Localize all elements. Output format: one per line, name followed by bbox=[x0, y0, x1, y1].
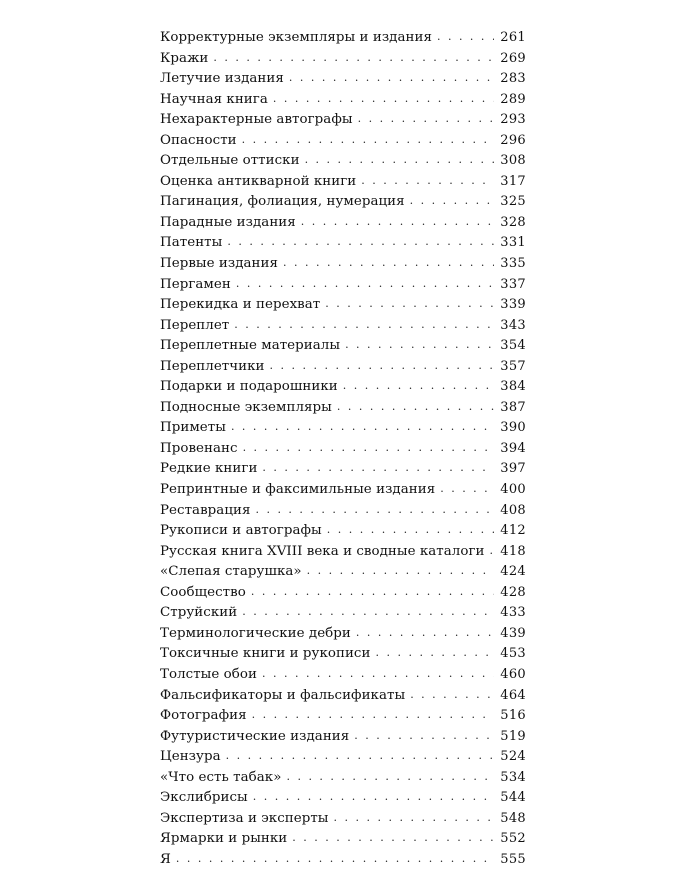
toc-entry-title: Летучие издания bbox=[160, 71, 284, 87]
toc-entry[interactable] bbox=[160, 644, 526, 665]
dot-leader bbox=[270, 356, 495, 377]
toc-entry[interactable] bbox=[160, 192, 526, 213]
dot-leader bbox=[327, 520, 495, 541]
toc-entry-title: Первые издания bbox=[160, 256, 279, 272]
toc-entry-title: Переплет bbox=[160, 317, 230, 333]
dot-leader bbox=[262, 664, 494, 685]
toc-entry[interactable] bbox=[160, 336, 526, 357]
dot-leader bbox=[354, 726, 494, 747]
toc-entry-title: Подносные экземпляры bbox=[160, 399, 332, 415]
toc-entry-title: Русская книга XVIII века и сводные каталоги bbox=[160, 543, 485, 559]
toc-entry[interactable] bbox=[160, 295, 526, 316]
toc-entry-page: 400 bbox=[500, 482, 526, 498]
toc-entry[interactable] bbox=[160, 809, 526, 830]
dot-leader bbox=[358, 109, 495, 130]
dot-leader bbox=[325, 294, 494, 315]
toc-entry-page: 424 bbox=[500, 564, 526, 580]
dot-leader bbox=[213, 48, 494, 69]
dot-leader bbox=[286, 767, 494, 788]
toc-entry-title: Струйский bbox=[160, 605, 238, 621]
toc-entry-title: Переплетчики bbox=[160, 358, 265, 374]
toc-entry-page: 357 bbox=[500, 358, 526, 374]
toc-entry-page: 335 bbox=[500, 256, 526, 272]
toc-entry-page: 293 bbox=[500, 112, 526, 128]
toc-entry-page: 412 bbox=[500, 523, 526, 539]
toc-entry[interactable] bbox=[160, 562, 526, 583]
toc-entry[interactable] bbox=[160, 603, 526, 624]
dot-leader bbox=[305, 150, 495, 171]
toc-entry[interactable] bbox=[160, 439, 526, 460]
toc-entry-page: 283 bbox=[500, 71, 526, 87]
toc-entry[interactable] bbox=[160, 233, 526, 254]
toc-entry-title: «Слепая старушка» bbox=[160, 564, 302, 580]
toc-entry-page: 317 bbox=[500, 173, 526, 189]
dot-leader bbox=[375, 643, 494, 664]
toc-entry[interactable] bbox=[160, 747, 526, 768]
toc-entry-page: 269 bbox=[500, 50, 526, 66]
toc-entry-page: 387 bbox=[500, 399, 526, 415]
toc-entry-page: 384 bbox=[500, 379, 526, 395]
dot-leader bbox=[255, 500, 494, 521]
toc-entry-title: Переплетные материалы bbox=[160, 338, 341, 354]
dot-leader bbox=[361, 171, 494, 192]
toc-entry-title: Кражи bbox=[160, 50, 209, 66]
dot-leader bbox=[253, 787, 495, 808]
dot-leader bbox=[283, 253, 494, 274]
toc-entry-page: 308 bbox=[500, 153, 526, 169]
toc-entry-page: 555 bbox=[500, 851, 526, 867]
dot-leader bbox=[307, 561, 495, 582]
toc-entry-title: Опасности bbox=[160, 132, 237, 148]
dot-leader bbox=[301, 212, 495, 233]
toc-entry[interactable] bbox=[160, 357, 526, 378]
dot-leader bbox=[242, 130, 495, 151]
toc-entry-page: 328 bbox=[500, 214, 526, 230]
toc-entry[interactable] bbox=[160, 254, 526, 275]
toc-entry[interactable] bbox=[160, 275, 526, 296]
toc-entry[interactable] bbox=[160, 583, 526, 604]
toc-entry[interactable] bbox=[160, 213, 526, 234]
toc-entry[interactable] bbox=[160, 151, 526, 172]
dot-leader bbox=[437, 27, 494, 48]
toc-entry-page: 524 bbox=[500, 749, 526, 765]
toc-entry-title: Фальсификаторы и фальсификаты bbox=[160, 687, 406, 703]
toc-entry-page: 516 bbox=[500, 708, 526, 724]
toc-entry-title: Патенты bbox=[160, 235, 223, 251]
toc-entry[interactable] bbox=[160, 418, 526, 439]
toc-entry[interactable] bbox=[160, 398, 526, 419]
toc-entry-title: Ярмарки и рынки bbox=[160, 831, 288, 847]
toc-entry[interactable] bbox=[160, 459, 526, 480]
toc-entry-page: 519 bbox=[500, 728, 526, 744]
dot-leader bbox=[356, 623, 494, 644]
toc-entry[interactable] bbox=[160, 69, 526, 90]
toc-entry-page: 464 bbox=[500, 687, 526, 703]
dot-leader bbox=[252, 705, 495, 726]
dot-leader bbox=[242, 602, 494, 623]
toc-entry-title: Нехарактерные автографы bbox=[160, 112, 353, 128]
toc-entry[interactable] bbox=[160, 28, 526, 49]
toc-entry-title: Терминологические дебри bbox=[160, 625, 351, 641]
toc-entry-title: Цензура bbox=[160, 749, 221, 765]
toc-entry[interactable] bbox=[160, 768, 526, 789]
dot-leader bbox=[234, 315, 494, 336]
toc-entry-title: Токсичные книги и рукописи bbox=[160, 646, 371, 662]
toc-entry[interactable] bbox=[160, 686, 526, 707]
dot-leader bbox=[410, 685, 494, 706]
toc-entry-title: Редкие книги bbox=[160, 461, 258, 477]
dot-leader bbox=[410, 191, 495, 212]
toc-entry-title: Футуристические издания bbox=[160, 728, 350, 744]
toc-entry-title: Толстые обои bbox=[160, 666, 257, 682]
toc-entry-page: 544 bbox=[500, 790, 526, 806]
dot-leader bbox=[343, 376, 495, 397]
toc-entry[interactable] bbox=[160, 829, 526, 850]
dot-leader bbox=[289, 68, 494, 89]
toc-entry-page: 453 bbox=[500, 646, 526, 662]
dot-leader bbox=[345, 335, 494, 356]
toc-entry[interactable] bbox=[160, 850, 526, 871]
toc-entry-title: Отдельные оттиски bbox=[160, 153, 300, 169]
toc-entry-title: Пергамен bbox=[160, 276, 231, 292]
toc-entry-title: Пагинация, фолиация, нумерация bbox=[160, 194, 405, 210]
toc-entry-title: Рукописи и автографы bbox=[160, 523, 322, 539]
dot-leader bbox=[440, 479, 494, 500]
toc-entry[interactable] bbox=[160, 49, 526, 70]
toc-entry-page: 390 bbox=[500, 420, 526, 436]
toc-entry[interactable] bbox=[160, 480, 526, 501]
toc-entry-title: «Что есть табак» bbox=[160, 769, 282, 785]
toc-entry-title: Перекидка и перехват bbox=[160, 297, 321, 313]
table-of-contents bbox=[160, 28, 526, 870]
toc-entry-page: 289 bbox=[500, 91, 526, 107]
dot-leader bbox=[490, 541, 495, 562]
dot-leader bbox=[236, 274, 494, 295]
toc-entry-page: 548 bbox=[500, 810, 526, 826]
dot-leader bbox=[334, 808, 495, 829]
toc-entry-page: 354 bbox=[500, 338, 526, 354]
dot-leader bbox=[227, 232, 494, 253]
toc-entry-title: Фотография bbox=[160, 708, 247, 724]
toc-entry-title: Экслибрисы bbox=[160, 790, 248, 806]
toc-entry-page: 325 bbox=[500, 194, 526, 210]
toc-entry-page: 439 bbox=[500, 625, 526, 641]
dot-leader bbox=[251, 582, 494, 603]
toc-entry[interactable] bbox=[160, 521, 526, 542]
dot-leader bbox=[231, 417, 494, 438]
toc-entry-title: Парадные издания bbox=[160, 214, 296, 230]
dot-leader bbox=[337, 397, 494, 418]
toc-entry-title: Научная книга bbox=[160, 91, 268, 107]
toc-entry-page: 339 bbox=[500, 297, 526, 313]
toc-entry[interactable] bbox=[160, 172, 526, 193]
dot-leader bbox=[292, 828, 494, 849]
toc-entry-title: Репринтные и факсимильные издания bbox=[160, 482, 436, 498]
toc-entry[interactable] bbox=[160, 665, 526, 686]
toc-entry-title: Приметы bbox=[160, 420, 226, 436]
toc-entry-page: 261 bbox=[500, 30, 526, 45]
dot-leader bbox=[243, 438, 495, 459]
toc-entry-page: 394 bbox=[500, 440, 526, 456]
dot-leader bbox=[176, 849, 494, 870]
toc-entry[interactable] bbox=[160, 788, 526, 809]
toc-entry-title: Сообщество bbox=[160, 584, 246, 600]
toc-entry[interactable] bbox=[160, 110, 526, 131]
toc-entry[interactable] bbox=[160, 501, 526, 522]
toc-entry-page: 460 bbox=[500, 666, 526, 682]
toc-entry[interactable] bbox=[160, 706, 526, 727]
toc-entry[interactable] bbox=[160, 90, 526, 111]
toc-entry-title: Подарки и подарошники bbox=[160, 379, 338, 395]
toc-entry-page: 433 bbox=[500, 605, 526, 621]
toc-entry-page: 408 bbox=[500, 502, 526, 518]
toc-entry-title: Я bbox=[160, 851, 171, 867]
toc-entry-page: 331 bbox=[500, 235, 526, 251]
toc-entry[interactable] bbox=[160, 542, 526, 563]
toc-entry-page: 428 bbox=[500, 584, 526, 600]
dot-leader bbox=[226, 746, 495, 767]
toc-entry-page: 296 bbox=[500, 132, 526, 148]
toc-entry-title: Корректурные экземпляры и издания bbox=[160, 30, 432, 45]
toc-entry[interactable] bbox=[160, 131, 526, 152]
toc-entry-page: 534 bbox=[500, 769, 526, 785]
toc-entry-title: Экспертиза и эксперты bbox=[160, 810, 329, 826]
toc-entry[interactable] bbox=[160, 316, 526, 337]
toc-entry-title: Провенанс bbox=[160, 440, 238, 456]
dot-leader bbox=[262, 458, 494, 479]
toc-entry[interactable] bbox=[160, 377, 526, 398]
toc-entry-page: 343 bbox=[500, 317, 526, 333]
toc-entry-page: 418 bbox=[500, 543, 526, 559]
toc-entry-page: 337 bbox=[500, 276, 526, 292]
toc-entry-page: 397 bbox=[500, 461, 526, 477]
toc-entry-title: Реставрация bbox=[160, 502, 251, 518]
toc-entry-title: Оценка антикварной книги bbox=[160, 173, 357, 189]
dot-leader bbox=[273, 89, 494, 110]
toc-entry-page: 552 bbox=[500, 831, 526, 847]
toc-entry[interactable] bbox=[160, 727, 526, 748]
toc-entry[interactable] bbox=[160, 624, 526, 645]
